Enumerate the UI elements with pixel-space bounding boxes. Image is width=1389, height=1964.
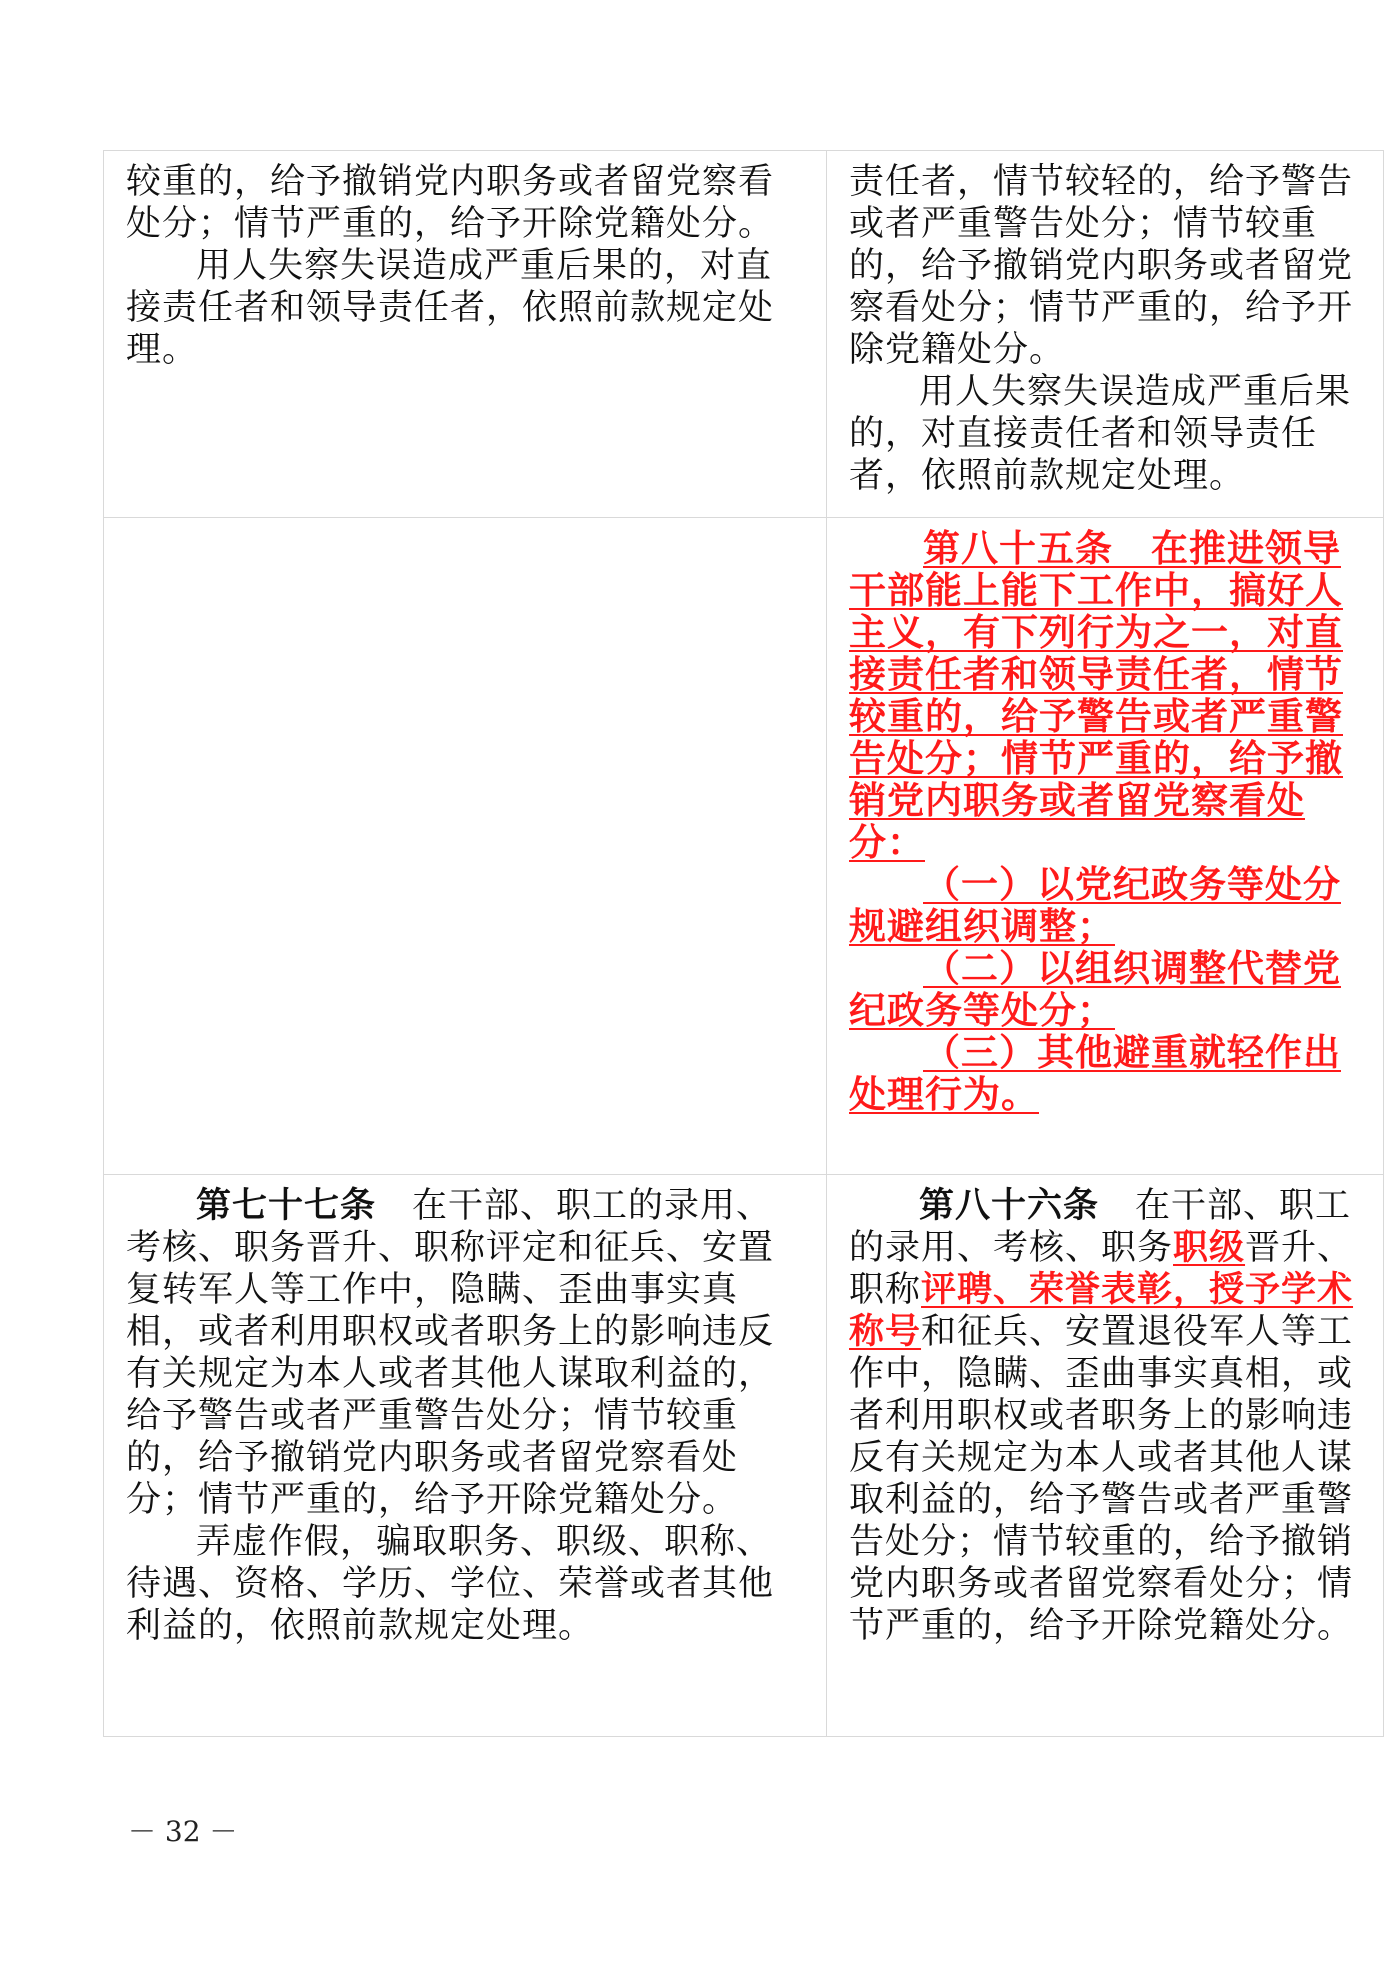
article-77-text <box>126 1185 804 1521</box>
table-row <box>104 1175 1384 1737</box>
article-85-text: 第八十五条 在推进领导干部能上能下工作中，搞好人主义，有下列行为之一，对直接责任者和领导责任者，情节较重的，给予警告或者严重警告处分；情节严重的，给予撤销党内职务或者留党察看处分： <box>849 527 1343 864</box>
article-86-highlight: 评聘、荣誉表彰，授予学术称号 <box>849 1270 1354 1352</box>
article-86-segment: 晋升、职称 <box>849 1228 1354 1310</box>
table-row <box>104 518 1384 1175</box>
article-77-body: 在干部、职工的录用、考核、职务晋升、职称评定和征兵、安置复转军人等工作中，隐瞒、歪曲事实真相，或者利用职权或者职务上的影响违反有关规定为本人或者其他人谋取利益的，给予警告或者严重警告处分；情节较重的，给予撤销党内职务或者留党察看处分；情节严重的，给予开除党籍处分。 <box>126 1186 775 1520</box>
article-86-text <box>849 1185 1361 1647</box>
table-cell-left <box>104 151 827 518</box>
table-cell-right <box>827 1175 1384 1737</box>
page-number: － 32 － <box>128 1815 238 1848</box>
table-cell-right <box>827 151 1384 518</box>
table-row <box>104 151 1384 518</box>
paragraph: 用人失察失误造成严重后果的，对直接责任者和领导责任者，依照前款规定处理。 <box>849 372 1352 496</box>
article-77-paragraph-2: 弄虚作假，骗取职务、职级、职称、待遇、资格、学历、学位、荣誉或者其他利益的，依照前款规定处理。 <box>126 1522 775 1646</box>
comparison-table <box>103 150 1384 1737</box>
article-77-heading: 第七十七条 <box>196 1186 377 1226</box>
paragraph: 责任者，情节较轻的，给予警告或者严重警告处分；情节较重的，给予撤销党内职务或者留党察看处分；情节严重的，给予开除党籍处分。 <box>849 162 1354 370</box>
table-cell-left-empty <box>104 518 827 1175</box>
article-85-item-3: （三）其他避重就轻作出处理行为。 <box>849 1031 1341 1116</box>
article-86-highlight: 职级 <box>1173 1228 1246 1268</box>
paragraph: 较重的，给予撤销党内职务或者留党察看处分；情节严重的，给予开除党籍处分。 <box>126 162 775 244</box>
article-85-item-1: （一）以党纪政务等处分规避组织调整； <box>849 863 1341 948</box>
article-85-item-2: （二）以组织调整代替党纪政务等处分； <box>849 947 1341 1032</box>
table-cell-right-new-article <box>827 518 1384 1175</box>
article-86-segment: 在干部、职工的录用、考核、职务 <box>849 1186 1352 1268</box>
article-86-heading: 第八十六条 <box>919 1186 1100 1226</box>
table-cell-left <box>104 1175 827 1737</box>
article-86-segment: 和征兵、安置退役军人等工作中，隐瞒、歪曲事实真相，或者利用职权或者职务上的影响违反有关规定为本人或者其他人谋取利益的，给予警告或者严重警告处分；情节较重的，给予撤销党内职务或者留党察看处分；情节严重的，给予开除党籍处分。 <box>849 1312 1354 1646</box>
paragraph: 用人失察失误造成严重后果的，对直接责任者和领导责任者，依照前款规定处理。 <box>126 246 775 370</box>
